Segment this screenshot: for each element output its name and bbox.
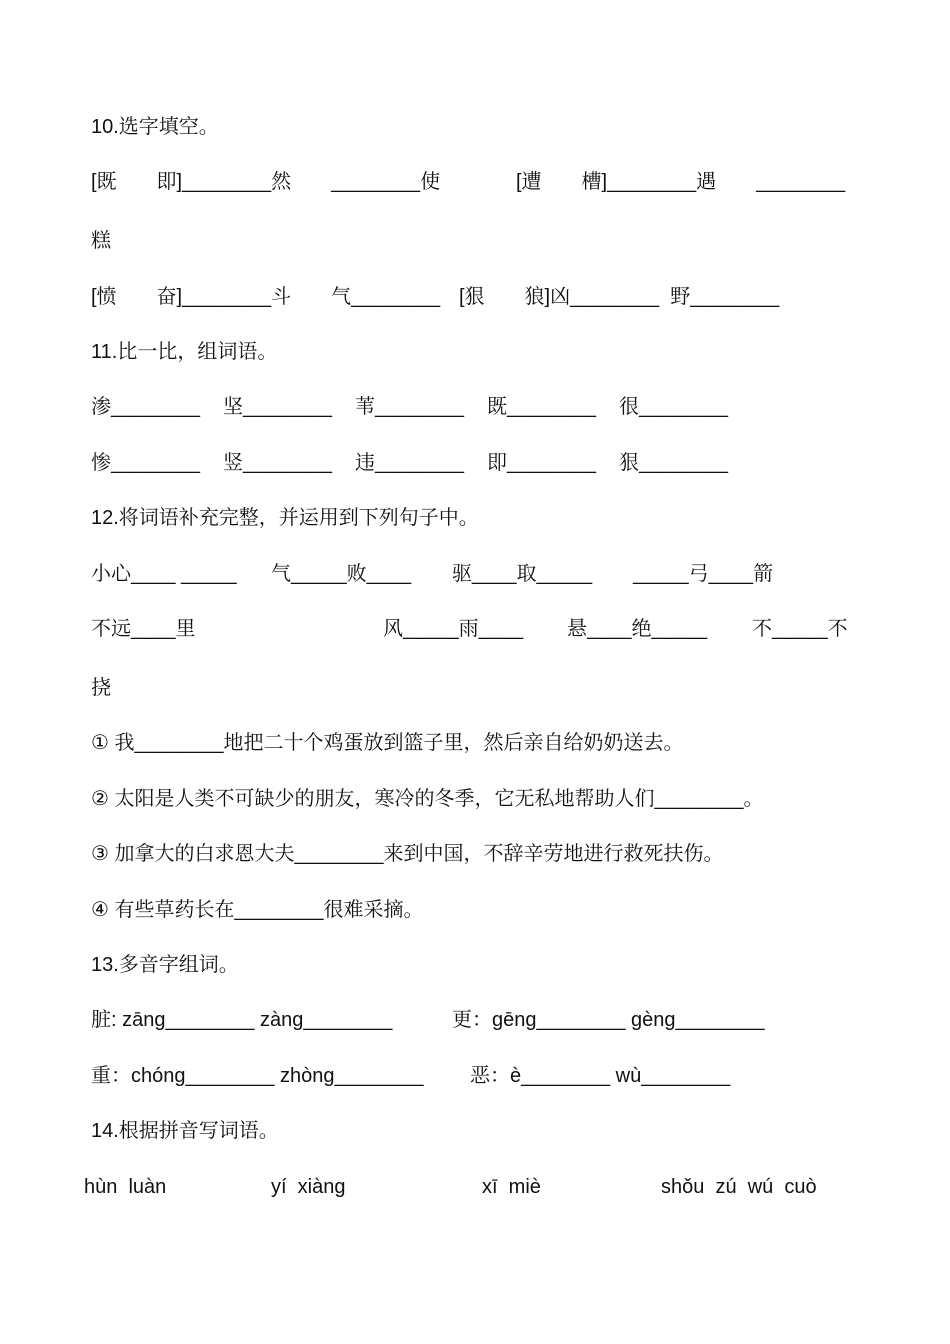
q12-idiom: 风_____雨____ (383, 618, 524, 640)
q14-pinyin: shǒu zú wú cuò (661, 1176, 817, 1198)
q12-idiom: 小心____ _____ (91, 563, 237, 585)
q11-row2-item: 惨________ (91, 452, 200, 474)
q12-idiom: _____弓____箭 (633, 563, 774, 585)
q10-title: 10.选字填空。 (91, 116, 219, 138)
q13-row1-group-b: 更：gēng________ gèng________ (452, 1009, 765, 1031)
q10-row1-group-b: [遭 槽]________遇 ________ (516, 171, 846, 193)
q12-sentence-3: ③ 加拿大的白求恩大夫________来到中国，不辞辛劳地进行救死扶伤。 (91, 843, 724, 865)
q10-row1-group-a: [既 即]________然 ________使 (91, 171, 441, 193)
q11-row1-item: 坚________ (223, 396, 332, 418)
q11-row1-item: 苇________ (355, 396, 464, 418)
q13-title: 13.多音字组词。 (91, 954, 239, 976)
q10-row2-group-b: [狠 狼]凶________ 野________ (459, 286, 780, 308)
q12-sentence-2: ② 太阳是人类不可缺少的朋友，寒冷的冬季，它无私地帮助人们________。 (91, 788, 764, 810)
q11-title: 11.比一比，组词语。 (91, 341, 278, 363)
q13-row1-group-a: 脏: zāng________ zàng________ (91, 1009, 393, 1031)
q14-pinyin: hùn luàn (84, 1176, 167, 1198)
q12-sentence-1: ① 我________地把二十个鸡蛋放到篮子里，然后亲自给奶奶送去。 (91, 732, 684, 754)
q14-title: 14.根据拼音写词语。 (91, 1120, 279, 1142)
q13-row2-group-b: 恶：è________ wù________ (470, 1065, 731, 1087)
q11-row2-item: 竖________ (223, 452, 332, 474)
q14-pinyin: xī miè (482, 1176, 541, 1198)
q11-row2-item: 违________ (355, 452, 464, 474)
q12-title: 12.将词语补充完整，并运用到下列句子中。 (91, 507, 479, 529)
q14-pinyin: yí xiàng (271, 1176, 346, 1198)
q13-row2-group-a: 重：chóng________ zhòng________ (91, 1065, 424, 1087)
q11-row2-item: 狠________ (619, 452, 728, 474)
q10-row2-group-a: [愤 奋]________斗 气________ (91, 286, 441, 308)
q11-row1-item: 既________ (487, 396, 596, 418)
q11-row2-item: 即________ (487, 452, 596, 474)
q11-row1-item: 渗________ (91, 396, 200, 418)
q11-row1-item: 很________ (619, 396, 728, 418)
q12-idiom: 气_____败____ (271, 563, 412, 585)
q12-idiom: 驱____取_____ (452, 563, 593, 585)
q10-row1-wrap: 糕 (91, 230, 111, 252)
q12-idiom: 悬____绝_____ (567, 618, 708, 640)
q12-idiom: 不_____不 (752, 618, 848, 640)
q12-row2-wrap: 挠 (91, 677, 111, 699)
q12-idiom: 不远____里 (91, 618, 196, 640)
q12-sentence-4: ④ 有些草药长在________很难采摘。 (91, 899, 424, 921)
